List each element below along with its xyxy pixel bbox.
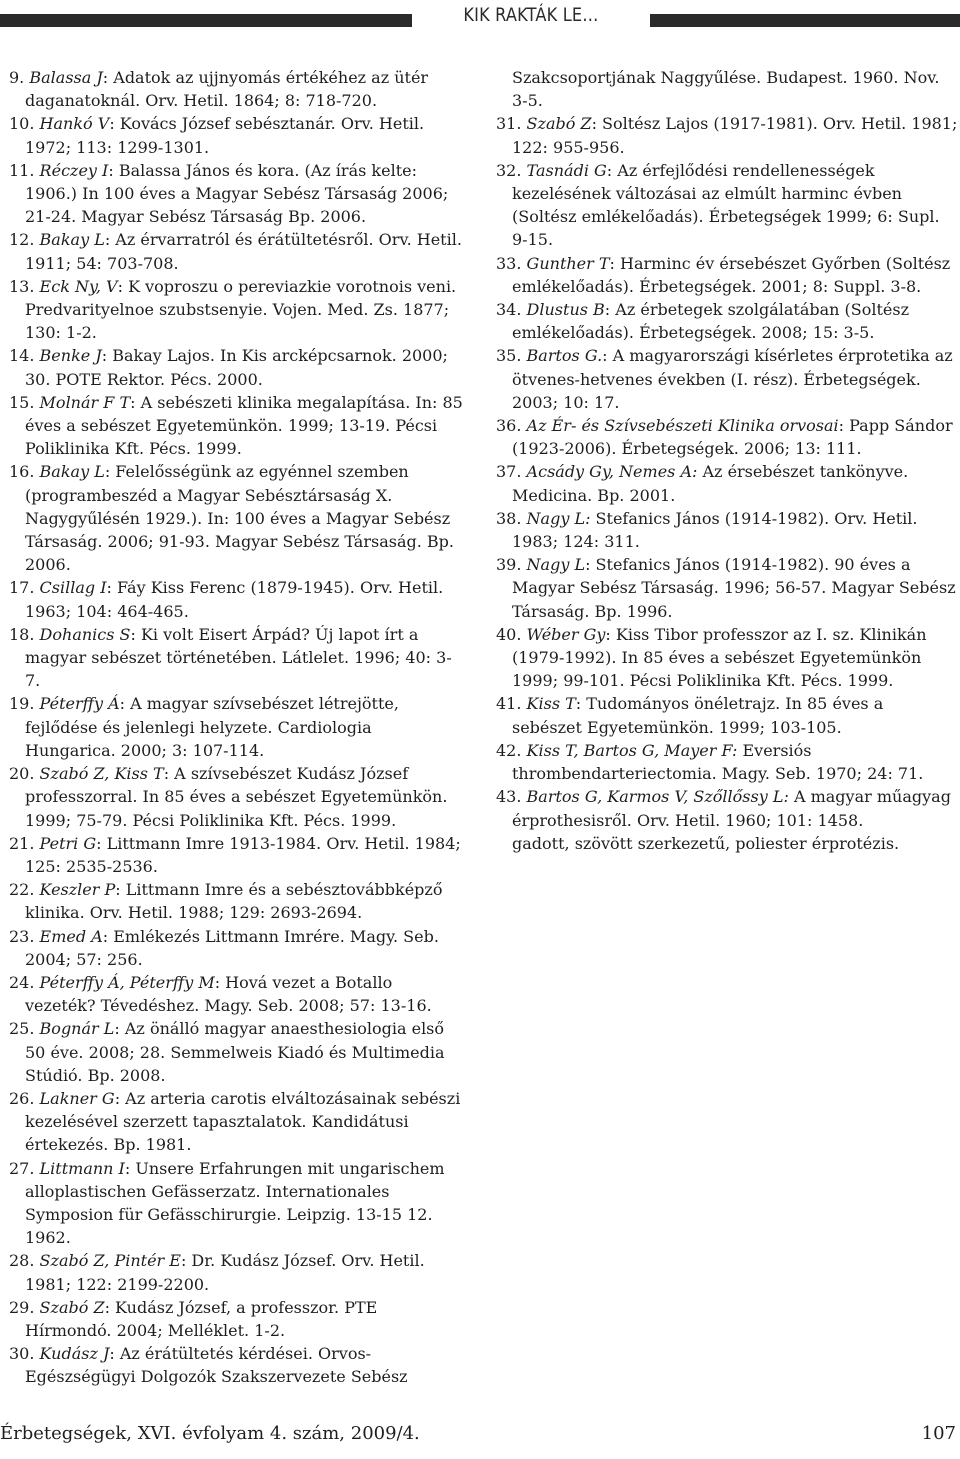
reference-authors: Szabó Z, Pintér E — [39, 1251, 181, 1271]
reference-number: 39. — [496, 555, 522, 575]
reference-number: 18. — [9, 624, 35, 644]
reference-text: : Stefanics János (1914-1982). 90 éves a Magyar Sebész Társaság. 1996; 56-57. Magyar Sebész Társaság. Bp. 1996. — [512, 555, 956, 621]
reference-number: 27. — [9, 1158, 35, 1178]
reference-text: : Fáy Kiss Ferenc (1879-1945). Orv. Hetil. 1963; 104: 464-465. — [25, 578, 444, 621]
reference-text: : Emlékezés Littmann Imrére. Magy. Seb. 2004; 57: 256. — [25, 926, 439, 969]
reference-text: : Az önálló magyar anaesthesiologia első 50 éve. 2008; 28. Semmelweis Kiadó és Multimedia Stúdió. Bp. 2008. — [25, 1019, 445, 1085]
reference-text: : Soltész Lajos (1917-1981). Orv. Hetil. 1981; 122: 955-956. — [512, 114, 958, 157]
reference-authors: Kudász J — [39, 1344, 110, 1364]
reference-item — [9, 878, 464, 924]
reference-item — [9, 1296, 464, 1342]
reference-authors: Lakner G — [39, 1088, 115, 1108]
reference-item — [496, 785, 958, 831]
reference-authors: Nagy L — [526, 555, 586, 575]
reference-authors: Tasnádi G — [526, 160, 607, 180]
reference-number: 43. — [496, 787, 522, 807]
reference-authors: Réczey I — [39, 160, 109, 180]
reference-text: A magyar műagyag érprothesisről. Orv. Hetil. 1960; 101: 1458. — [512, 787, 951, 830]
reference-number: 20. — [9, 764, 35, 784]
header-rule-right — [650, 14, 960, 27]
reference-text: : Az érátültetés kérdései. Orvos-Egészségügyi Dolgozók Szakszervezete Sebész — [25, 1344, 408, 1387]
reference-number: 12. — [9, 230, 35, 250]
reference-number: 25. — [9, 1019, 35, 1039]
reference-number: 23. — [9, 926, 35, 946]
reference-authors: Eck Ny, V — [39, 276, 118, 296]
reference-number: 38. — [496, 508, 522, 528]
reference-item — [496, 692, 958, 738]
reference-text: : A szívsebészet Kudász József professzorral. In 85 éves a sebészet Egyetemünkön. 1999; 75-79. Pécsi Poliklinika Kft. Pécs. 1999. — [25, 764, 448, 830]
reference-number: 16. — [9, 462, 35, 482]
reference-text: : A magyar szívsebészet létrejötte, fejlődése és jelenlegi helyzete. Cardiologia Hungarica. 2000; 3: 107-114. — [25, 694, 399, 760]
reference-text: gadott, szövött szerkezetű, poliester érprotézis. — [512, 833, 900, 853]
reference-item — [496, 112, 958, 158]
reference-number: 9. — [9, 68, 25, 87]
reference-authors: Kiss T — [526, 694, 576, 714]
reference-authors: Az Ér- és Szívsebészeti Klinika orvosai — [526, 416, 839, 436]
reference-text: : Unsere Erfahrungen mit ungarischem alloplastischen Gefässerzatz. Internationales Symposion für Gefässchirurgie. Leipzig. 13-15 12. 1962. — [25, 1158, 445, 1248]
reference-item — [496, 414, 958, 460]
reference-text: : Kiss Tibor professzor az I. sz. Klinikán (1979-1992). In 85 éves a sebészet Egyetemünkön 1999; 99-101. Pécsi Poliklinika Kft. Pécs. 1999. — [512, 624, 927, 691]
reference-number: 26. — [9, 1088, 35, 1108]
reference-text: Stefanics János (1914-1982). Orv. Hetil. 1983; 124: 311. — [512, 508, 918, 552]
reference-item — [9, 66, 464, 112]
reference-text: : Papp Sándor (1923-2006). Érbetegségek. 2006; 13: 111. — [512, 416, 953, 459]
reference-authors: Csillag I — [39, 578, 107, 598]
reference-number: 13. — [9, 276, 35, 296]
reference-item — [496, 460, 958, 506]
reference-item — [496, 739, 958, 785]
reference-authors: Szabó Z — [526, 114, 592, 134]
reference-item — [9, 1087, 464, 1157]
reference-authors: Szabó Z — [39, 1297, 105, 1317]
reference-item — [496, 553, 958, 623]
reference-item — [496, 832, 958, 855]
reference-authors: Nagy L: — [526, 508, 591, 528]
reference-text: : Kovács József sebésztanár. Orv. Hetil. 1972; 113: 1299-1301. — [25, 114, 425, 157]
reference-item — [496, 623, 958, 693]
reference-text: : Az érfejlődési rendellenességek kezelésének változásai az elmúlt harminc évben (Soltész emlékelőadás). Érbetegségek 1999; 6: Supl. 9-15. — [512, 160, 940, 250]
reference-number: 24. — [9, 972, 35, 992]
reference-text: : Kudász József, a professzor. PTE Hírmondó. 2004; Melléklet. 1-2. — [25, 1297, 378, 1340]
reference-text: : Felelősségünk az egyénnel szemben (programbeszéd a Magyar Sebésztársaság X. Nagygyűlésén 1929.). In: 100 éves a Magyar Sebész Társaság. 2006; 91-93. Magyar Sebész Társaság. Bp. 2006. — [25, 462, 454, 575]
reference-authors: Péterffy Á — [39, 694, 120, 714]
reference-number: 15. — [9, 392, 35, 412]
running-header-title: KIK RAKTÁK LE… — [463, 4, 599, 26]
reference-item — [9, 971, 464, 1017]
reference-column-right — [496, 66, 958, 855]
reference-authors: Wéber Gy — [526, 624, 606, 644]
reference-text: : A sebészeti klinika megalapítása. In: 85 éves a sebészet Egyetemünkön. 1999; 13-19. Pécsi Poliklinika Kft. Pécs. 1999. — [25, 392, 463, 459]
reference-authors: Benke J — [39, 346, 102, 366]
reference-authors: Keszler P — [39, 880, 116, 900]
reference-text: : Az arteria carotis elváltozásainak sebészi kezelésével szerzett tapasztalatok. Kandidátusi értekezés. Bp. 1981. — [25, 1088, 461, 1155]
reference-item — [9, 762, 464, 832]
reference-number: 42. — [496, 740, 522, 760]
reference-item — [9, 576, 464, 622]
reference-text: Az érsebészet tankönyve. Medicina. Bp. 2001. — [512, 462, 909, 505]
reference-column-left — [9, 66, 464, 1389]
reference-authors: Bartos G. — [526, 346, 603, 366]
reference-item — [496, 507, 958, 553]
reference-number: 21. — [9, 833, 35, 853]
reference-item — [9, 159, 464, 229]
reference-number: 14. — [9, 346, 35, 366]
reference-text: : Tudományos önéletrajz. In 85 éves a sebészet Egyetemünkön. 1999; 103-105. — [512, 694, 884, 737]
reference-authors: Petri G — [39, 833, 97, 853]
reference-authors: Balassa J — [29, 68, 103, 87]
reference-text: : Adatok az ujjnyomás értékéhez az ütér daganatoknál. Orv. Hetil. 1864; 8: 718-720. — [25, 68, 429, 111]
reference-authors: Bakay L — [39, 462, 105, 482]
reference-item — [496, 66, 958, 112]
reference-item — [9, 275, 464, 345]
reference-text: : A magyarországi kísérletes érprotetika az ötvenes-hetvenes években (I. rész). Érbetegségek. 2003; 10: 17. — [512, 346, 953, 412]
reference-item — [9, 832, 464, 878]
reference-item — [496, 159, 958, 252]
footer-journal-info: Érbetegségek, XVI. évfolyam 4. szám, 2009/4. — [0, 1423, 420, 1444]
reference-text: : K voproszu o pereviazkie vorotnois veni. Predvarityelnoe szubstsenyie. Vojen. Med. Zs. 1877; 130: 1-2. — [25, 276, 457, 343]
reference-number: 36. — [496, 416, 522, 436]
reference-text: Eversiós thrombendarteriectomia. Magy. Seb. 1970; 24: 71. — [512, 740, 924, 784]
reference-item — [496, 298, 958, 344]
reference-text: : Bakay Lajos. In Kis arcképcsarnok. 2000; 30. POTE Rektor. Pécs. 2000. — [25, 346, 448, 389]
reference-number: 22. — [9, 880, 35, 900]
reference-text: : Az érbetegek szolgálatában (Soltész emlékelőadás). Érbetegségek. 2008; 15: 3-5. — [512, 300, 910, 343]
reference-authors: Bognár L — [39, 1019, 115, 1039]
reference-number: 29. — [9, 1297, 35, 1317]
reference-number: 28. — [9, 1251, 35, 1271]
reference-number: 35. — [496, 346, 522, 366]
reference-text: Szakcsoportjának Naggyűlése. Budapest. 1960. Nov. 3-5. — [512, 68, 940, 111]
reference-number: 32. — [496, 160, 522, 180]
reference-item — [9, 1342, 464, 1388]
reference-number: 33. — [496, 253, 522, 273]
reference-text: : Littmann Imre és a sebésztovábbképző klinika. Orv. Hetil. 1988; 129: 2693-2694. — [25, 880, 443, 923]
reference-authors: Littmann I — [39, 1158, 125, 1178]
reference-number: 40. — [496, 624, 522, 644]
reference-authors: Emed A — [39, 926, 103, 946]
reference-number: 11. — [9, 160, 35, 180]
reference-authors: Dohanics S — [39, 624, 131, 644]
reference-item — [9, 623, 464, 693]
reference-authors: Szabó Z, Kiss T — [39, 764, 164, 784]
footer-page-number: 107 — [921, 1423, 956, 1444]
reference-authors: Bartos G, Karmos V, Szőllőssy L: — [526, 787, 789, 807]
reference-number: 37. — [496, 462, 522, 482]
reference-text: : Dr. Kudász József. Orv. Hetil. 1981; 122: 2199-2200. — [25, 1251, 425, 1294]
reference-item — [9, 1157, 464, 1250]
reference-number: 10. — [9, 114, 35, 134]
reference-item — [496, 252, 958, 298]
reference-authors: Hankó V — [39, 114, 110, 134]
reference-text: : Ki volt Eisert Árpád? Új lapot írt a magyar sebészet történetében. Látlelet. 1996; 40: 3-7. — [25, 624, 452, 691]
reference-authors: Acsády Gy, Nemes A: — [526, 462, 698, 482]
reference-item — [9, 228, 464, 274]
reference-number: 17. — [9, 578, 35, 598]
reference-authors: Péterffy Á, Péterffy M — [39, 972, 215, 992]
reference-text: : Az érvarratról és érátültetésről. Orv. Hetil. 1911; 54: 703-708. — [25, 230, 462, 273]
reference-item — [9, 112, 464, 158]
reference-authors: Bakay L — [39, 230, 105, 250]
reference-item — [9, 344, 464, 390]
reference-item — [9, 925, 464, 971]
reference-item — [9, 1249, 464, 1295]
reference-item — [9, 391, 464, 461]
reference-number: 41. — [496, 694, 522, 714]
reference-authors: Molnár F T — [39, 392, 131, 412]
reference-authors: Gunther T — [526, 253, 610, 273]
reference-authors: Dlustus B — [526, 300, 605, 320]
header-rule-left — [0, 14, 412, 27]
reference-item — [9, 460, 464, 576]
reference-item — [496, 344, 958, 414]
reference-text: : Balassa János és kora. (Az írás kelte: 1906.) In 100 éves a Magyar Sebész Társaság 2006; 21-24. Magyar Sebész Társaság Bp. 2006. — [25, 160, 449, 227]
reference-item — [9, 1017, 464, 1087]
reference-authors: Kiss T, Bartos G, Mayer F: — [526, 740, 738, 760]
reference-text: : Harminc év érsebészet Győrben (Soltész emlékelőadás). Érbetegségek. 2001; 8: Suppl. 3-8. — [512, 253, 951, 296]
reference-item — [9, 692, 464, 762]
reference-text: : Hová vezet a Botallo vezeték? Tévedéshez. Magy. Seb. 2008; 57: 13-16. — [25, 972, 432, 1016]
reference-number: 30. — [9, 1344, 35, 1364]
reference-number: 34. — [496, 300, 522, 320]
reference-number: 31. — [496, 114, 522, 134]
reference-number: 19. — [9, 694, 35, 714]
reference-text: : Littmann Imre 1913-1984. Orv. Hetil. 1984; 125: 2535-2536. — [25, 833, 461, 876]
